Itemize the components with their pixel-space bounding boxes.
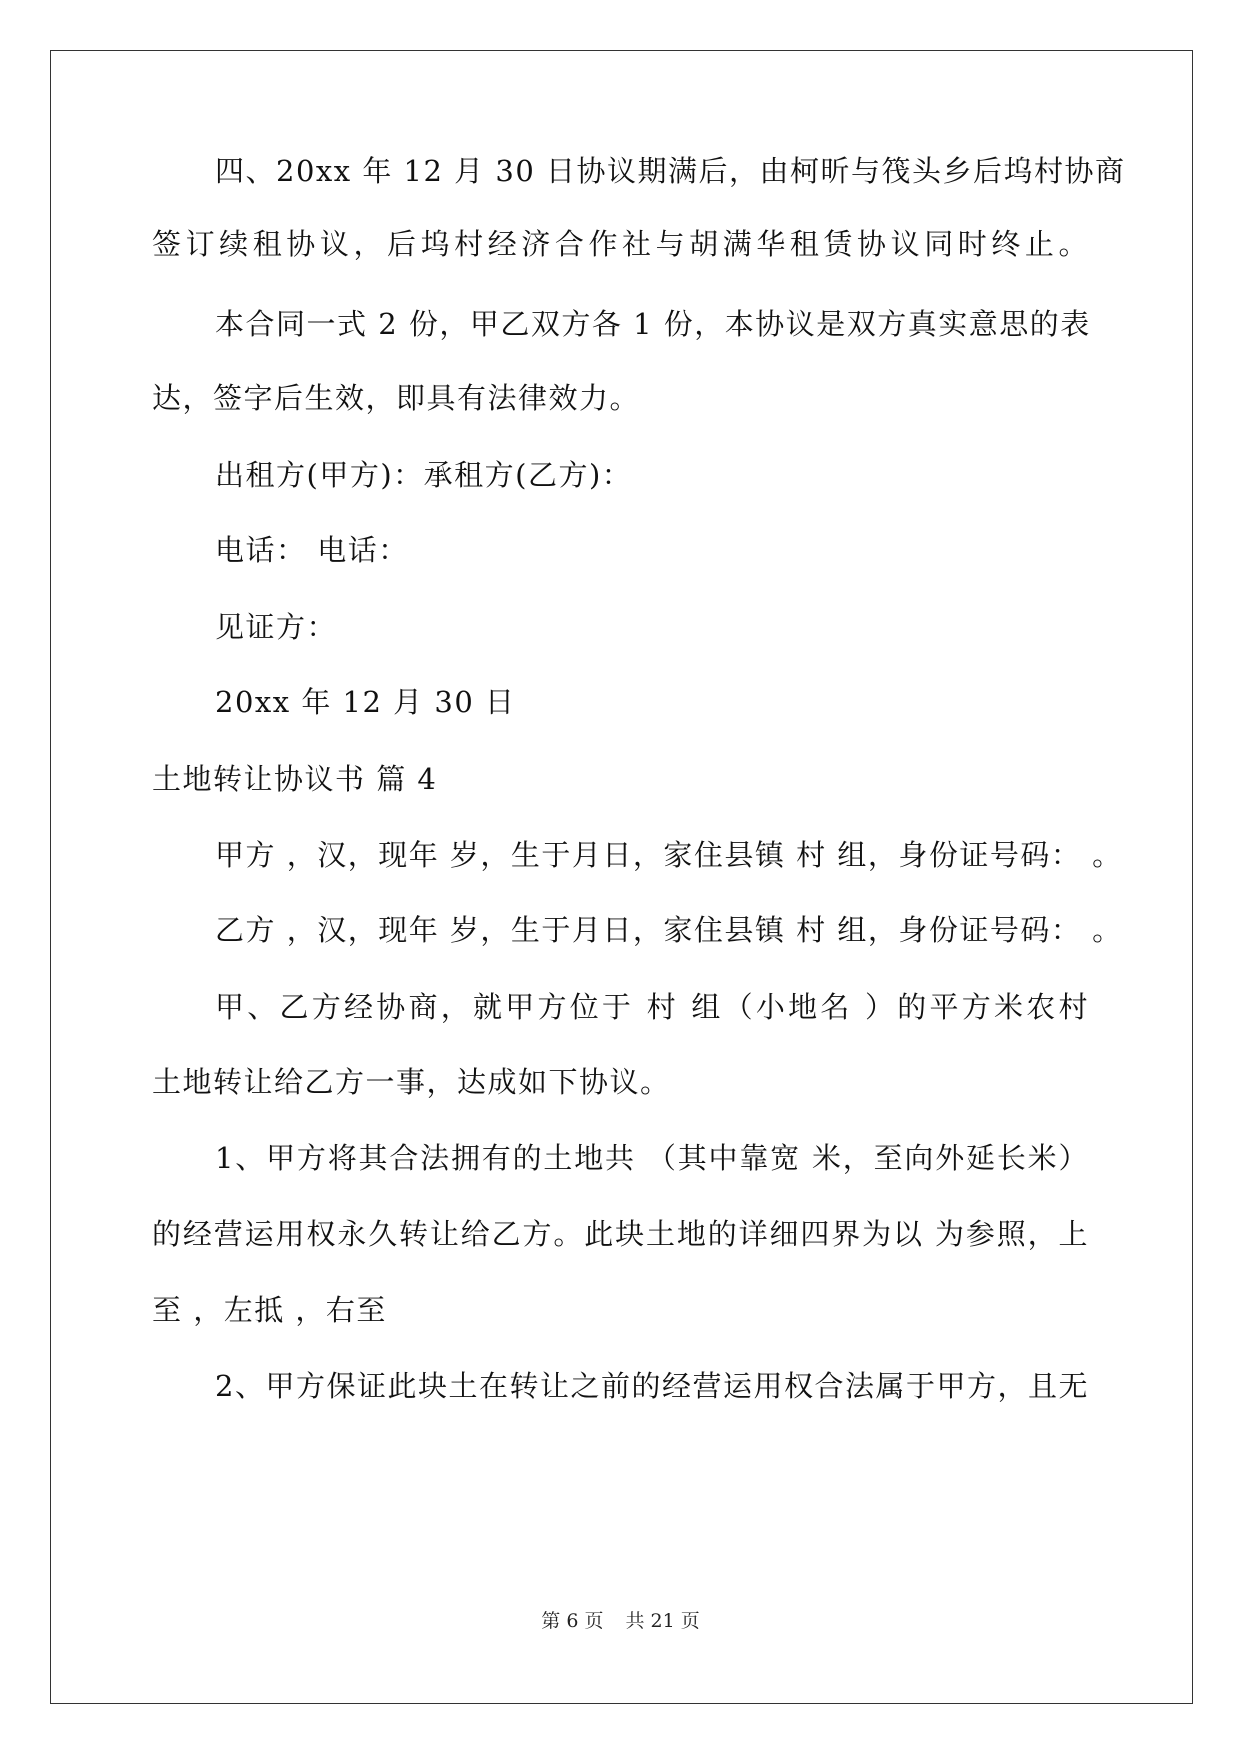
paragraph-line: 签订续租协议，后坞村经济合作社与胡满华租赁协议同时终止。 — [152, 227, 1089, 261]
paragraph-line: 1、甲方将其合法拥有的土地共 （其中靠宽 米，至向外延长米） — [215, 1141, 1089, 1175]
paragraph-line: 电话： 电话： — [215, 533, 409, 567]
section-heading: 土地转让协议书 篇 4 — [152, 762, 438, 796]
page-total: 共 21 页 — [625, 1610, 700, 1632]
paragraph-line: 达，签字后生效，即具有法律效力。 — [152, 381, 641, 415]
paragraph-line: 四、20xx 年 12 月 30 日协议期满后，由柯昕与筏头乡后坞村协商 — [215, 154, 1126, 188]
paragraph-line: 甲、乙方经协商，就甲方位于 村 组（小地名 ）的平方米农村 — [215, 990, 1089, 1024]
paragraph-line: 土地转让给乙方一事，达成如下协议。 — [152, 1065, 671, 1099]
paragraph-line: 至 ，左抵 ，右至 — [152, 1293, 387, 1327]
paragraph-line: 本合同一式 2 份，甲乙双方各 1 份，本协议是双方真实意思的表 — [215, 307, 1091, 341]
paragraph-line: 乙方 ，汉，现年 岁，生于月日，家住县镇 村 组，身份证号码： 。 — [215, 913, 1123, 947]
paragraph-line: 2、甲方保证此块土在转让之前的经营运用权合法属于甲方，且无 — [215, 1369, 1089, 1403]
date-line: 20xx 年 12 月 30 日 — [215, 685, 516, 719]
paragraph-line: 见证方： — [215, 610, 338, 644]
page-footer — [0, 1609, 1241, 1633]
page-number: 第 6 页 — [541, 1610, 604, 1632]
paragraph-line: 出租方(甲方)：承租方(乙方)： — [215, 458, 633, 492]
paragraph-line: 甲方 ，汉，现年 岁，生于月日，家住县镇 村 组，身份证号码： 。 — [215, 838, 1123, 872]
paragraph-line: 的经营运用权永久转让给乙方。此块土地的详细四界为以 为参照，上 — [152, 1217, 1089, 1251]
page-border — [50, 50, 1193, 1704]
